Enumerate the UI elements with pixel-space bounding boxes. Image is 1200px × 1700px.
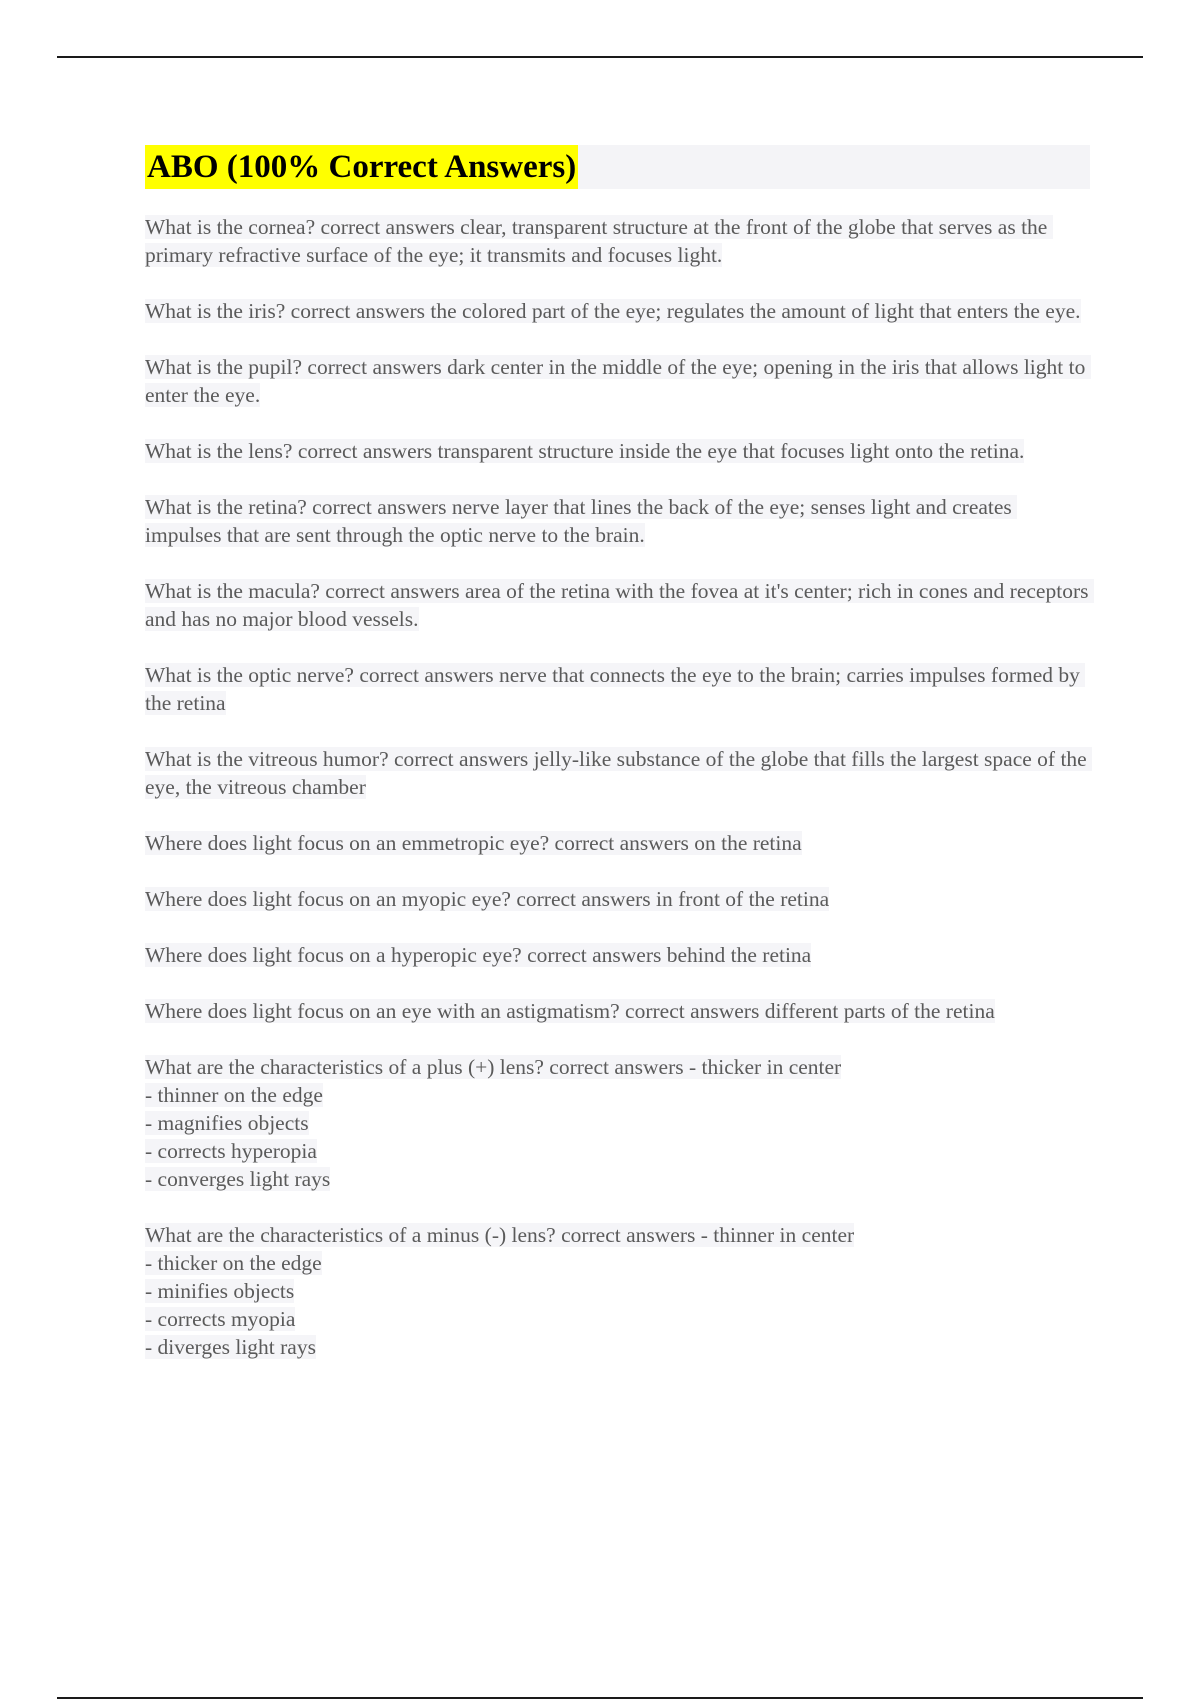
qa-pupil: What is the pupil? correct answers dark center in the middle of the eye; opening in the iris that allows light to enter the eye. [145, 355, 1091, 407]
qa-minus-lens: What are the characteristics of a minus (-) lens? correct answers - thinner in center - thicker on the edge - minifies objects - corrects myopia - diverges light rays [145, 1223, 855, 1359]
qa-retina: What is the retina? correct answers nerve layer that lines the back of the eye; senses light and creates impulses that are sent through the optic nerve to the brain. [145, 495, 1018, 547]
qa-myopic-eye: Where does light focus on an myopic eye? correct answers in front of the retina [145, 887, 830, 911]
qa-lens: What is the lens? correct answers transparent structure inside the eye that focuses light onto the retina. [145, 439, 1025, 463]
qa-iris: What is the iris? correct answers the colored part of the eye; regulates the amount of light that enters the eye. [145, 299, 1081, 323]
top-rule [57, 56, 1143, 58]
bottom-rule [57, 1697, 1143, 1699]
qa-cornea: What is the cornea? correct answers clear, transparent structure at the front of the globe that serves as the primary refractive surface of the eye; it transmits and focuses light. [145, 215, 1053, 267]
qa-emmetropic-eye: Where does light focus on an emmetropic eye? correct answers on the retina [145, 831, 802, 855]
document-title: ABO (100% Correct Answers) [145, 145, 578, 189]
qa-vitreous-humor: What is the vitreous humor? correct answers jelly-like substance of the globe that fills the largest space of the eye, the vitreous chamber [145, 747, 1093, 799]
qa-astigmatism: Where does light focus on an eye with an astigmatism? correct answers different parts of the retina [145, 999, 995, 1023]
qa-macula: What is the macula? correct answers area of the retina with the fovea at it's center; rich in cones and receptors and has no major blood vessels. [145, 579, 1094, 631]
qa-optic-nerve: What is the optic nerve? correct answers nerve that connects the eye to the brain; carries impulses formed by the retina [145, 663, 1086, 715]
qa-plus-lens: What are the characteristics of a plus (+) lens? correct answers - thicker in center - thinner on the edge - magnifies objects - corrects hyperopia - converges light rays [145, 1055, 842, 1191]
document-body [145, 145, 1094, 1389]
title-band [145, 145, 1090, 189]
qa-hyperopic-eye: Where does light focus on a hyperopic eye? correct answers behind the retina [145, 943, 812, 967]
